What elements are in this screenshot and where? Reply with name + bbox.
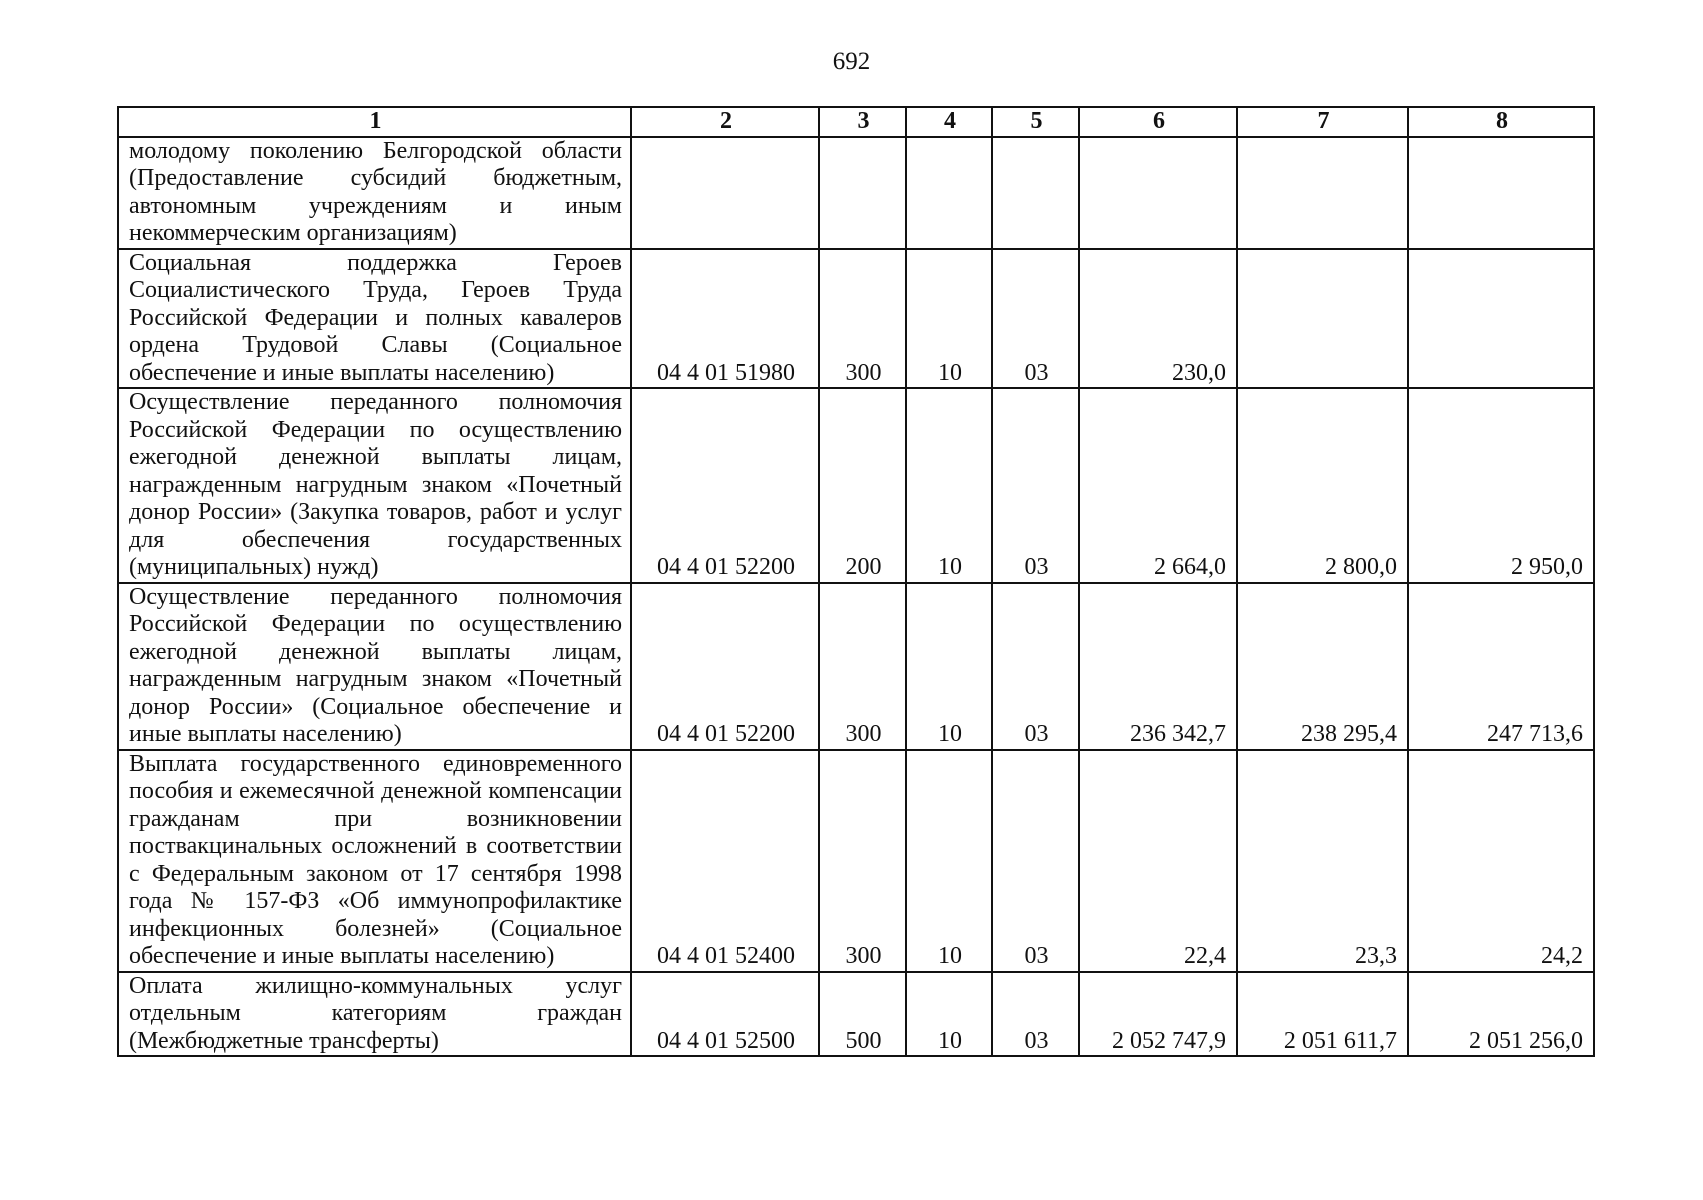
section-code: 10	[906, 388, 992, 583]
header-cell: 8	[1408, 107, 1594, 137]
amount-col8	[1408, 249, 1594, 389]
amount-col7: 23,3	[1237, 750, 1408, 972]
expense-type-code: 300	[819, 583, 906, 750]
amount-col6	[1079, 137, 1237, 249]
subsection-code: 03	[992, 750, 1079, 972]
row-description: Выплата государственного единовременного пособия и ежемесячной денежной компенсации гражданам при возникновении поствакцинальных осложнений в соответствии с Федеральным законом от 17 сентября 1998 года № 157-ФЗ «Об иммунопрофилактике инфекционных болезней» (Социальное обеспечение и иные выплаты населению)	[118, 750, 631, 972]
expense-type-code: 300	[819, 249, 906, 389]
section-code: 10	[906, 750, 992, 972]
table-row	[118, 972, 1594, 1057]
amount-col7: 2 051 611,7	[1237, 972, 1408, 1057]
table-row	[118, 583, 1594, 750]
row-description: Осуществление переданного полномочия Российской Федерации по осуществлению ежегодной денежной выплаты лицам, награжденным нагрудным знаком «Почетный донор России» (Закупка товаров, работ и услуг для обеспечения государственных (муниципальных) нужд)	[118, 388, 631, 583]
target-article-code: 04 4 01 52200	[631, 583, 819, 750]
subsection-code: 03	[992, 583, 1079, 750]
subsection-code: 03	[992, 972, 1079, 1057]
header-cell: 2	[631, 107, 819, 137]
target-article-code: 04 4 01 52500	[631, 972, 819, 1057]
amount-col8: 2 950,0	[1408, 388, 1594, 583]
header-cell: 3	[819, 107, 906, 137]
header-cell: 5	[992, 107, 1079, 137]
amount-col6: 236 342,7	[1079, 583, 1237, 750]
section-code: 10	[906, 583, 992, 750]
target-article-code: 04 4 01 51980	[631, 249, 819, 389]
page-number: 692	[832, 48, 871, 75]
amount-col6: 22,4	[1079, 750, 1237, 972]
amount-col7	[1237, 137, 1408, 249]
amount-col7	[1237, 249, 1408, 389]
row-description: Социальная поддержка Героев Социалистического Труда, Героев Труда Российской Федерации и полных кавалеров ордена Трудовой Славы (Социальное обеспечение и иные выплаты населению)	[118, 249, 631, 389]
section-code: 10	[906, 249, 992, 389]
table-row	[118, 249, 1594, 389]
section-code: 10	[906, 972, 992, 1057]
table-row	[118, 388, 1594, 583]
table-row	[118, 137, 1594, 249]
amount-col7: 2 800,0	[1237, 388, 1408, 583]
amount-col8: 2 051 256,0	[1408, 972, 1594, 1057]
expense-type-code: 300	[819, 750, 906, 972]
expense-type-code	[819, 137, 906, 249]
amount-col8	[1408, 137, 1594, 249]
header-cell: 4	[906, 107, 992, 137]
subsection-code	[992, 137, 1079, 249]
budget-table	[117, 106, 1595, 1057]
row-description: молодому поколению Белгородской области (Предоставление субсидий бюджетным, автономным учреждениям и иным некоммерческим организациям)	[118, 137, 631, 249]
table-header-row	[118, 107, 1594, 137]
row-description: Оплата жилищно-коммунальных услуг отдельным категориям граждан (Межбюджетные трансферты)	[118, 972, 631, 1057]
header-cell: 1	[118, 107, 631, 137]
amount-col6: 2 664,0	[1079, 388, 1237, 583]
table-row	[118, 750, 1594, 972]
target-article-code: 04 4 01 52400	[631, 750, 819, 972]
expense-type-code: 500	[819, 972, 906, 1057]
subsection-code: 03	[992, 249, 1079, 389]
amount-col8: 247 713,6	[1408, 583, 1594, 750]
expense-type-code: 200	[819, 388, 906, 583]
amount-col6: 230,0	[1079, 249, 1237, 389]
amount-col8: 24,2	[1408, 750, 1594, 972]
amount-col7: 238 295,4	[1237, 583, 1408, 750]
section-code	[906, 137, 992, 249]
row-description: Осуществление переданного полномочия Российской Федерации по осуществлению ежегодной денежной выплаты лицам, награжденным нагрудным знаком «Почетный донор России» (Социальное обеспечение и иные выплаты населению)	[118, 583, 631, 750]
target-article-code	[631, 137, 819, 249]
subsection-code: 03	[992, 388, 1079, 583]
header-cell: 6	[1079, 107, 1237, 137]
header-cell: 7	[1237, 107, 1408, 137]
target-article-code: 04 4 01 52200	[631, 388, 819, 583]
amount-col6: 2 052 747,9	[1079, 972, 1237, 1057]
